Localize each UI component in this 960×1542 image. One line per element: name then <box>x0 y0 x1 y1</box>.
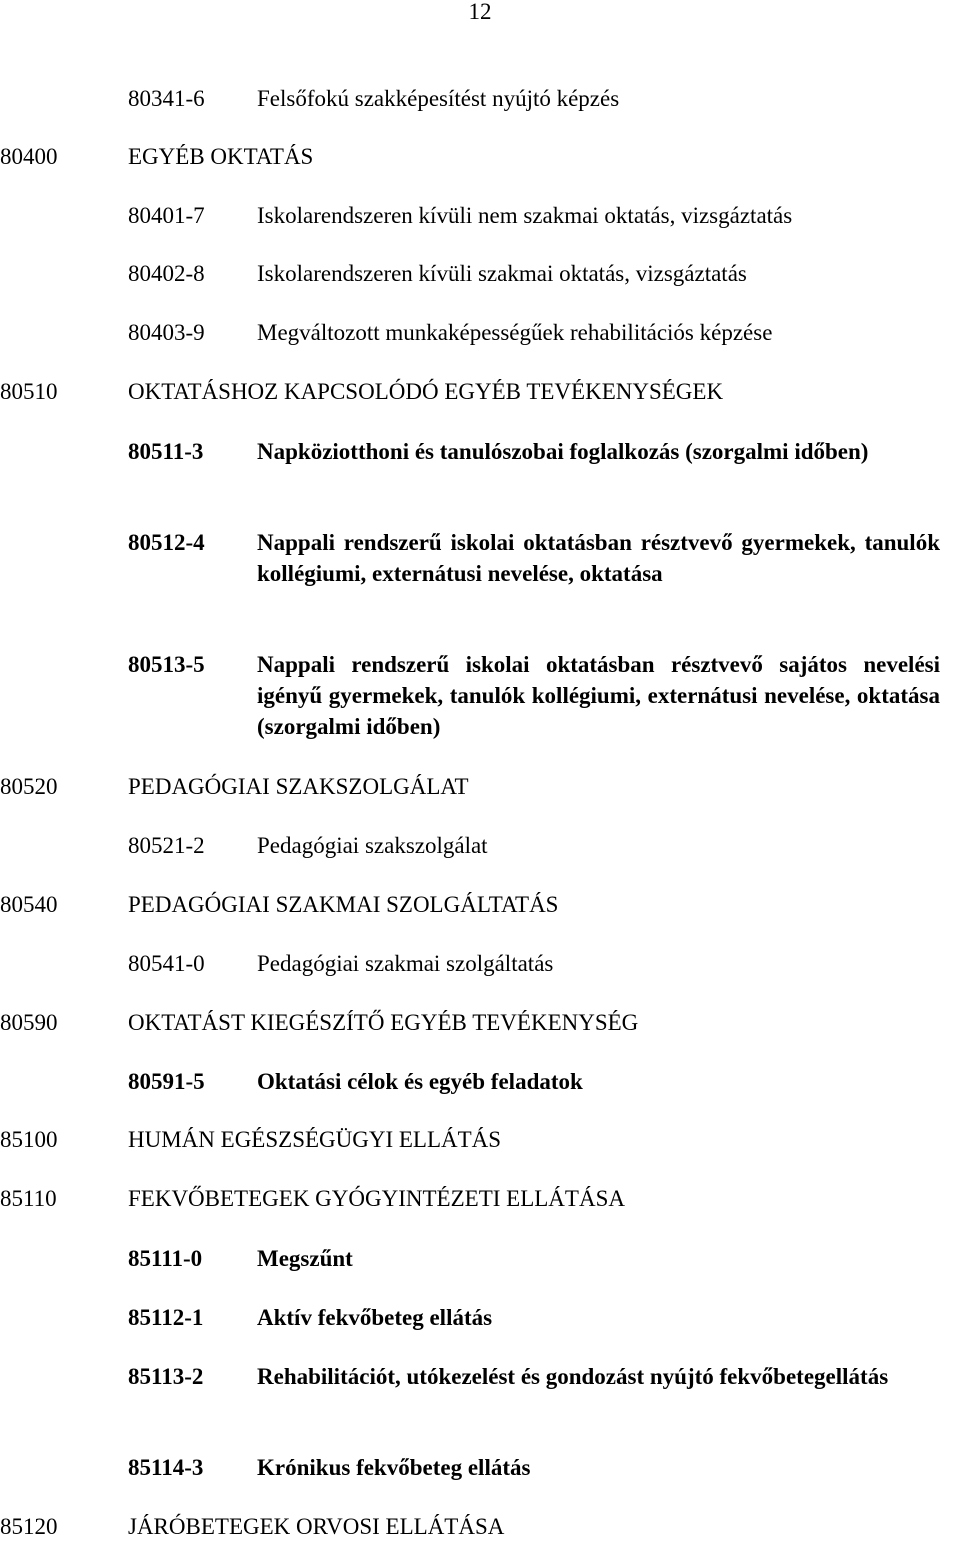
activity-code: 80591-5 <box>128 1069 205 1094</box>
section-title: HUMÁN EGÉSZSÉGÜGYI ELLÁTÁS <box>128 1127 502 1152</box>
section-code: 80400 <box>0 144 58 169</box>
activity-description: Iskolarendszeren kívüli szakmai oktatás, vizsgáztatás <box>257 261 747 286</box>
section-title: PEDAGÓGIAI SZAKMAI SZOLGÁLTATÁS <box>128 892 559 917</box>
activity-code: 85112-1 <box>128 1305 204 1330</box>
activity-description: Pedagógiai szakszolgálat <box>257 833 488 858</box>
activity-description: Rehabilitációt, utókezelést és gondozást nyújtó fekvőbetegellátás <box>257 1364 889 1389</box>
section-code: 80520 <box>0 774 58 799</box>
section-code: 80590 <box>0 1010 58 1035</box>
activity-code: 80541-0 <box>128 951 205 976</box>
page-number: 12 <box>468 0 492 24</box>
section-title: OKTATÁSHOZ KAPCSOLÓDÓ EGYÉB TEVÉKENYSÉGEK <box>128 379 724 404</box>
section-code: 85120 <box>0 1514 58 1539</box>
section-title: PEDAGÓGIAI SZAKSZOLGÁLAT <box>128 774 469 799</box>
activity-code: 85114-3 <box>128 1455 204 1480</box>
activity-code: 85113-2 <box>128 1364 204 1389</box>
activity-code: 80341-6 <box>128 86 205 111</box>
activity-code: 80401-7 <box>128 203 205 228</box>
activity-description: Napköziotthoni és tanulószobai foglalkozás (szorgalmi időben) <box>257 439 869 464</box>
section-code: 80510 <box>0 379 58 404</box>
activity-description: Oktatási célok és egyéb feladatok <box>257 1069 583 1094</box>
activity-code: 80403-9 <box>128 320 205 345</box>
section-title: EGYÉB OKTATÁS <box>128 144 314 169</box>
activity-description: Nappali rendszerű iskolai oktatásban résztvevő sajátos nevelési igényű gyermekek, tanulók kollégiumi, externátusi nevelése, oktatása (szorgalmi időben) <box>257 652 940 739</box>
activity-code: 80402-8 <box>128 261 205 286</box>
activity-description: Nappali rendszerű iskolai oktatásban résztvevő gyermekek, tanulók kollégiumi, externátusi nevelése, oktatása <box>257 530 940 586</box>
section-code: 85100 <box>0 1127 58 1152</box>
activity-code: 85111-0 <box>128 1246 203 1271</box>
activity-code: 80511-3 <box>128 439 204 464</box>
section-title: JÁRÓBETEGEK ORVOSI ELLÁTÁSA <box>128 1514 505 1539</box>
activity-description: Megváltozott munkaképességűek rehabilitációs képzése <box>257 320 773 345</box>
activity-description: Pedagógiai szakmai szolgáltatás <box>257 951 554 976</box>
section-code: 85110 <box>0 1186 57 1211</box>
activity-description: Krónikus fekvőbeteg ellátás <box>257 1455 531 1480</box>
activity-code: 80512-4 <box>128 530 205 555</box>
activity-code: 80513-5 <box>128 652 205 677</box>
activity-description: Felsőfokú szakképesítést nyújtó képzés <box>257 86 620 111</box>
section-code: 80540 <box>0 892 58 917</box>
activity-description: Aktív fekvőbeteg ellátás <box>257 1305 493 1330</box>
section-title: OKTATÁST KIEGÉSZÍTŐ EGYÉB TEVÉKENYSÉG <box>128 1010 639 1035</box>
activity-description: Iskolarendszeren kívüli nem szakmai oktatás, vizsgáztatás <box>257 203 793 228</box>
activity-code: 80521-2 <box>128 833 205 858</box>
activity-description: Megszűnt <box>257 1246 353 1271</box>
section-title: FEKVŐBETEGEK GYÓGYINTÉZETI ELLÁTÁSA <box>128 1186 625 1211</box>
